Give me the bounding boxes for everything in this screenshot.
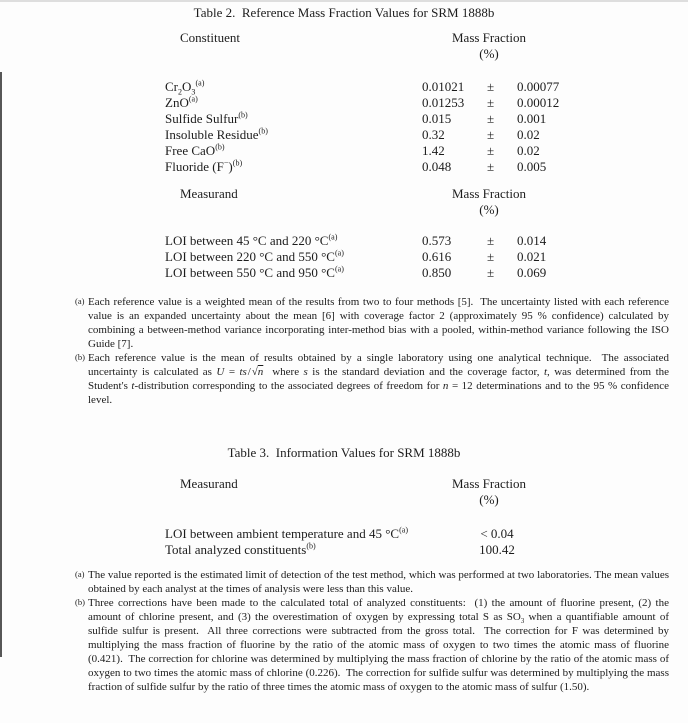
constituent-label: $Cr_2O_3^{(a)}$ xyxy=(165,78,205,97)
percent-unit-label: (%) xyxy=(479,202,499,217)
footnote-a xyxy=(75,568,669,596)
measurand-label: LOI between 550 °C and 950 $^\circ C^{(a)}$ xyxy=(165,264,344,280)
constituent-label: ZnO$^{(a)}$ xyxy=(165,94,198,110)
table3-col-measurand: Measurand xyxy=(180,476,238,491)
table3-rows xyxy=(165,526,572,558)
table2-measurand-rows xyxy=(165,233,546,281)
table-row xyxy=(165,111,559,127)
plus-minus-symbol: ± xyxy=(487,143,495,158)
measurand-label: Total analyzed constituents$^{(b)}$ xyxy=(165,541,316,557)
table-row xyxy=(165,127,559,143)
table2-constituent-rows xyxy=(165,79,559,175)
footnote-text: Each reference value is the mean of results obtained by a single laboratory using one analytical technique. The associated uncertainty is calculated as U = ts / √n where s is the standard deviation and the coverage factor, t, was determined from the Student's t-distribution corresponding to the associated degrees of freedom for n = 12 determinations and to the 95 % confidence level. xyxy=(88,352,670,406)
mass-fraction-label: Mass Fraction xyxy=(451,476,527,491)
footnote-text: Three corrections have been made to the calculated total of analyzed constituents: (1) the amount of fluorine present, (2) the amount of chlorine present, and (3) the overestimation of oxygen by expressing total S as $SO_3$ when a quantifiable amount of sulfide sulfur is present. All three corrections were subtracted from the gross total. The correction for F was determined by multiplying the mass fraction of fluorine by the ratio of the atomic mass of oxygen to two times the atomic mass of fluorine (0.421). The correction for chlorine was determined by multiplying the mass fraction of chlorine by the ratio of the atomic mass of oxygen to two times the atomic mass of chlorine (0.226). The correction for sulfide sulfur was determined by multiplying the mass fraction of sulfide sulfur by the ratio of three times the atomic mass of oxygen to the atomic mass of sulfur (1.50). xyxy=(88,597,670,693)
mass-fraction-value: 0.32 xyxy=(422,127,445,142)
table-row xyxy=(165,249,546,265)
table2-measurand-col-mass-fraction xyxy=(424,186,554,218)
table2-title: Table 2. Reference Mass Fraction Values for SRM 1888b xyxy=(193,5,495,20)
footnote-a xyxy=(75,295,669,351)
table2-header xyxy=(0,30,688,66)
table3-col-mass-fraction xyxy=(424,476,554,508)
table-row xyxy=(165,526,572,542)
table3-title: Table 3. Information Values for SRM 1888b xyxy=(227,445,461,460)
plus-minus-symbol: ± xyxy=(487,95,495,110)
plus-minus-symbol: ± xyxy=(487,111,495,126)
mass-fraction-value: 1.42 xyxy=(422,143,445,158)
mass-fraction-value: 0.015 xyxy=(422,111,452,126)
footnote-b xyxy=(75,596,669,694)
mass-fraction-value: 0.048 xyxy=(422,159,452,174)
mass-fraction-value: 0.616 xyxy=(422,249,452,264)
table2-col-constituent: Constituent xyxy=(180,30,240,45)
constituent-label: Fluoride $(F^-)^{(b)}$ xyxy=(165,158,243,174)
uncertainty-value: 0.005 xyxy=(517,159,547,174)
mass-fraction-value: 0.573 xyxy=(422,233,452,248)
mass-fraction-value: 100.42 xyxy=(479,542,515,557)
uncertainty-value: 0.00077 xyxy=(517,79,560,94)
measurand-label: LOI between 220 °C and 550 $^\circ C^{(a)}$ xyxy=(165,248,344,264)
mass-fraction-value: 0.01021 xyxy=(422,79,465,94)
uncertainty-value: 0.00012 xyxy=(517,95,560,110)
constituent-label: Insoluble Residue$^{(b)}$ xyxy=(165,126,268,142)
table3-footnotes xyxy=(75,568,669,694)
percent-unit-label: (%) xyxy=(479,492,499,507)
table2-measurand-header xyxy=(0,186,688,222)
uncertainty-value: 0.069 xyxy=(517,265,547,280)
measurand-label: LOI between ambient temperature and 45 $^\circ C^{(a)}$ xyxy=(165,525,408,541)
percent-unit-label: (%) xyxy=(479,46,499,61)
uncertainty-value: 0.02 xyxy=(517,143,540,158)
page-top-edge xyxy=(0,0,688,2)
table-row xyxy=(165,542,572,558)
uncertainty-value: 0.021 xyxy=(517,249,547,264)
table-row xyxy=(165,265,546,281)
constituent-label: Free CaO$^{(b)}$ xyxy=(165,142,225,158)
table-row xyxy=(165,79,559,95)
constituent-label: Sulfide Sulfur$^{(b)}$ xyxy=(165,110,248,126)
mass-fraction-value: < 0.04 xyxy=(480,526,514,541)
table-row xyxy=(165,143,559,159)
plus-minus-symbol: ± xyxy=(487,159,495,174)
footnote-marker: (a) xyxy=(75,569,85,579)
plus-minus-symbol: ± xyxy=(487,233,495,248)
footnote-text: The value reported is the estimated limit of detection of the test method, which was performed at two laboratories. The mean values obtained by each analyst at the times of analysis were less than this value. xyxy=(88,569,669,595)
uncertainty-value: 0.014 xyxy=(517,233,547,248)
table2-col-measurand: Measurand xyxy=(180,186,238,201)
plus-minus-symbol: ± xyxy=(487,127,495,142)
measurand-label: LOI between 45 °C and 220 $^\circ C^{(a)}$ xyxy=(165,232,338,248)
mass-fraction-label: Mass Fraction xyxy=(451,30,527,45)
footnote-marker: (a) xyxy=(75,296,85,306)
mass-fraction-value: 0.850 xyxy=(422,265,452,280)
table-row xyxy=(165,95,559,111)
uncertainty-value: 0.02 xyxy=(517,127,540,142)
plus-minus-symbol: ± xyxy=(487,249,495,264)
table2-footnotes xyxy=(75,295,669,407)
footnote-marker: (b) xyxy=(75,597,85,607)
plus-minus-symbol: ± xyxy=(487,79,495,94)
uncertainty-value: 0.001 xyxy=(517,111,547,126)
table-row xyxy=(165,159,559,175)
scan-artifact-line xyxy=(0,72,2,657)
footnote-b xyxy=(75,351,669,407)
table3-header xyxy=(0,476,688,512)
table-row xyxy=(165,233,546,249)
mass-fraction-label: Mass Fraction xyxy=(451,186,527,201)
plus-minus-symbol: ± xyxy=(487,265,495,280)
footnote-text: Each reference value is a weighted mean of the results from two to four methods [5]. The uncertainty listed with each reference value is an expanded uncertainty about the mean [6] with coverage factor 2 (approximately 95 % confidence) calculated by combining a between-method variance incorporating inter-method bias with a pooled, within-method variance following the ISO Guide [7]. xyxy=(88,296,669,350)
table2-col-mass-fraction xyxy=(424,30,554,62)
footnote-marker: (b) xyxy=(75,352,85,362)
mass-fraction-value: 0.01253 xyxy=(422,95,465,110)
